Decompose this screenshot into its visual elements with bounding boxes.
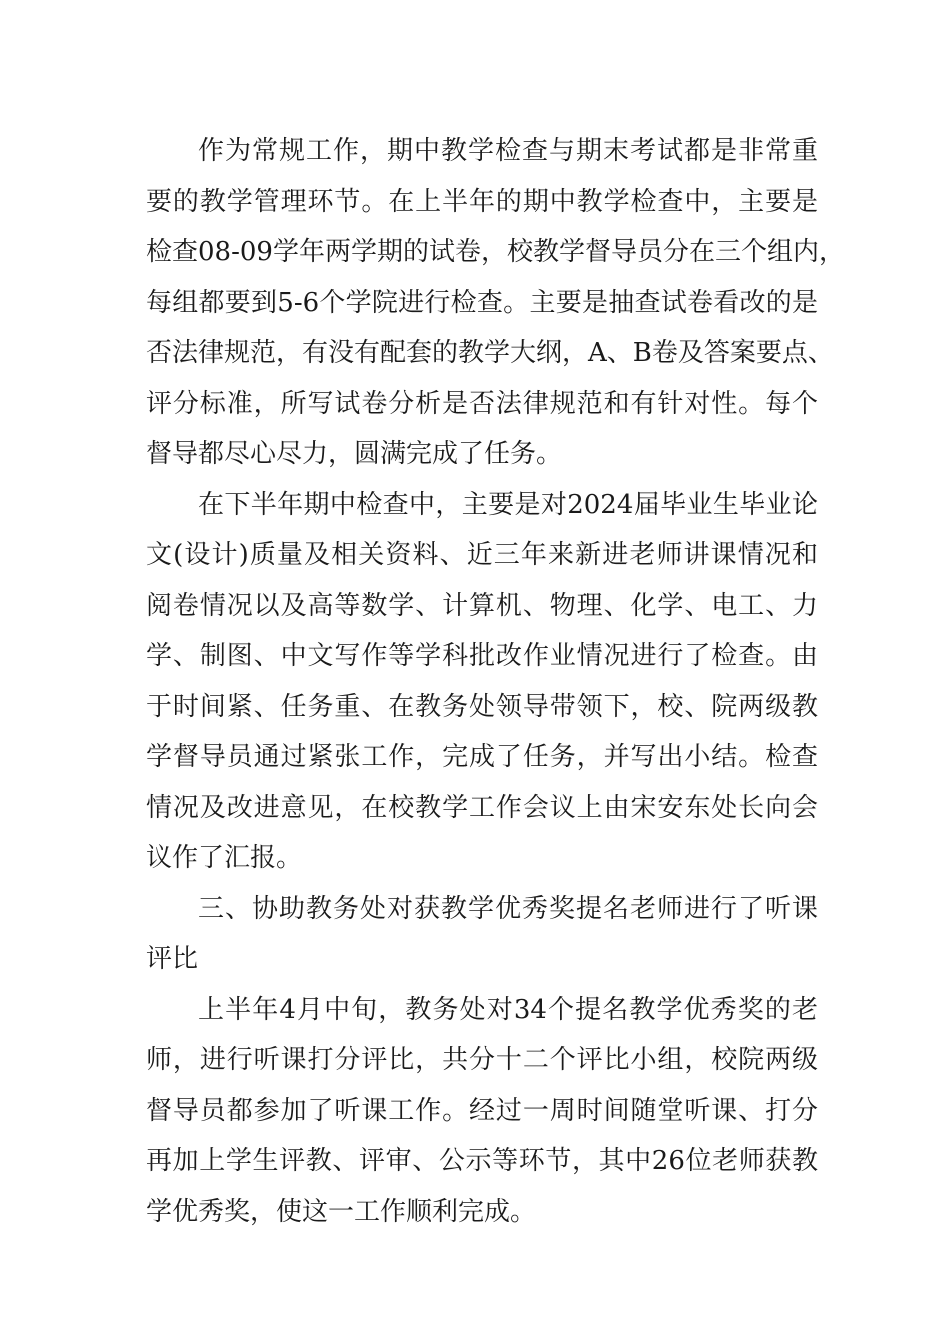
paragraph-line: 每组都要到5-6个学院进行检查。主要是抽查试卷看改的是 — [146, 287, 818, 318]
paragraph-line: 督导员都参加了听课工作。经过一周时间随堂听课、打分 — [146, 1095, 818, 1126]
paragraph-line: 督导都尽心尽力，圆满完成了任务。 — [146, 439, 563, 469]
paragraph-line: 学、制图、中文写作等学科批改作业情况进行了检查。由 — [146, 641, 818, 671]
paragraph-line: 学优秀奖，使这一工作顺利完成。 — [146, 1196, 537, 1227]
paragraph-line: 情况及改进意见，在校教学工作会议上由宋安东处长向会 — [146, 792, 818, 823]
paragraph-line: 再加上学生评教、评审、公示等环节，其中26位老师获教 — [146, 1146, 818, 1176]
paragraph-line: 作为常规工作，期中教学检查与期末考试都是非常重 — [198, 136, 818, 166]
paragraph-line: 检查08-09学年两学期的试卷，校教学督导员分在三个组内， — [146, 237, 845, 267]
paragraph-line: 阅卷情况以及高等数学、计算机、物理、化学、电工、力 — [146, 590, 818, 621]
paragraph-line: 学督导员通过紧张工作，完成了任务，并写出小结。检查 — [146, 742, 818, 772]
paragraph-line: 上半年4月中旬，教务处对34个提名教学优秀奖的老 — [198, 994, 818, 1025]
heading-line: 评比 — [146, 944, 199, 974]
document-body — [146, 126, 845, 1237]
section-heading — [146, 884, 818, 985]
paragraph-line: 要的教学管理环节。在上半年的期中教学检查中，主要是 — [146, 186, 818, 217]
paragraph-1 — [146, 126, 845, 480]
paragraph-line: 否法律规范，有没有配套的教学大纲，A、B卷及答案要点、 — [146, 338, 834, 368]
paragraph-line: 评分标准，所写试卷分析是否法律规范和有针对性。每个 — [146, 388, 818, 419]
paragraph-line: 议作了汇报。 — [146, 843, 303, 873]
paragraph-line: 文(设计)质量及相关资料、近三年来新进老师讲课情况和 — [146, 540, 818, 570]
paragraph-4 — [146, 985, 818, 1238]
paragraph-line: 于时间紧、任务重、在教务处领导带领下，校、院两级教 — [146, 691, 818, 722]
paragraph-line: 师，进行听课打分评比，共分十二个评比小组，校院两级 — [146, 1045, 818, 1075]
heading-line: 三、协助教务处对获教学优秀奖提名老师进行了听课 — [198, 893, 818, 924]
paragraph-2 — [146, 480, 818, 884]
paragraph-line: 在下半年期中检查中，主要是对2024届毕业生毕业论 — [198, 489, 818, 520]
